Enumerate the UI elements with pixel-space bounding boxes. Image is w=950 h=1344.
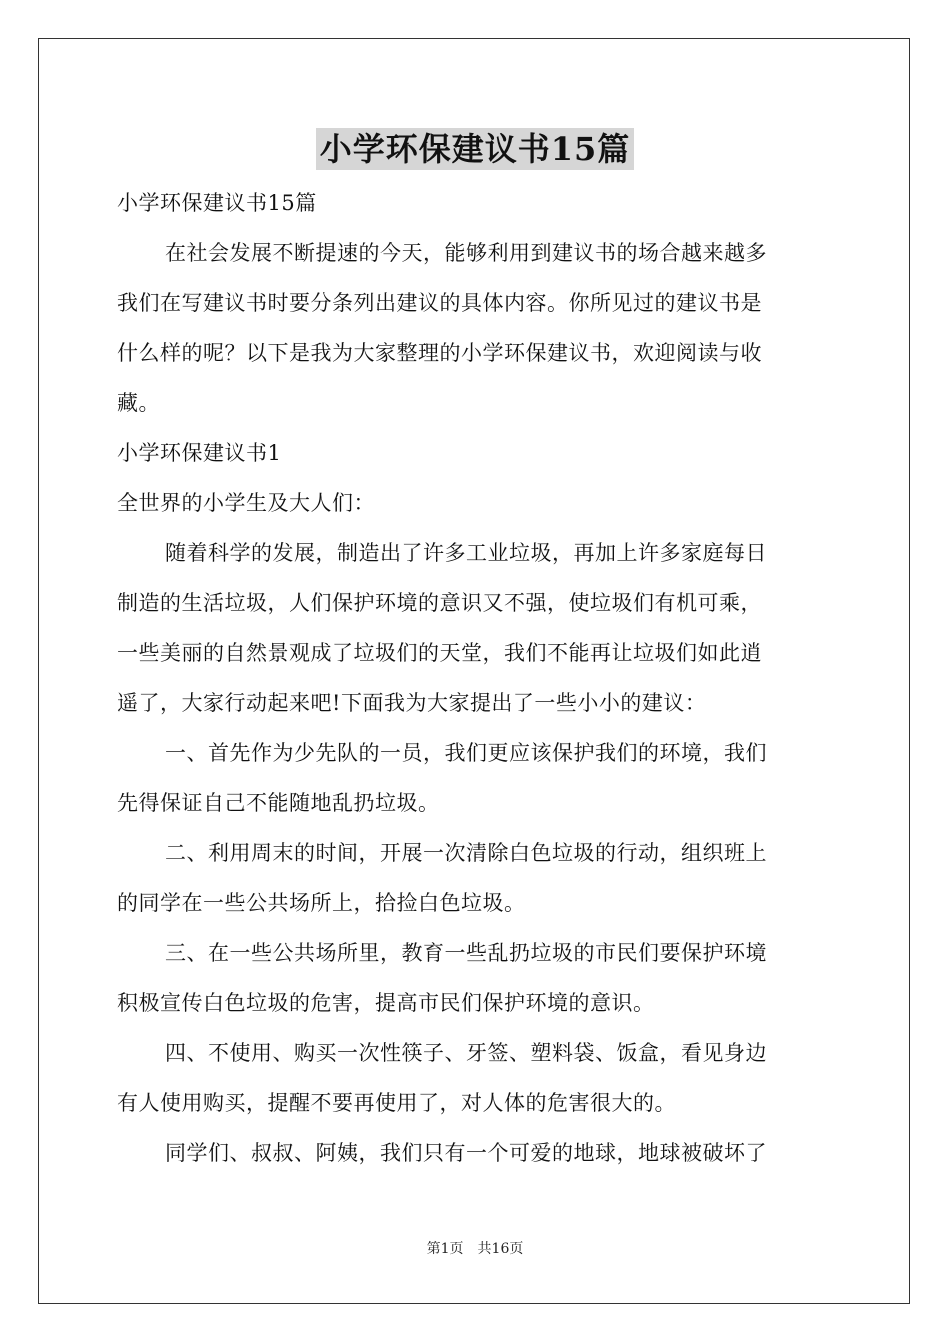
text-line: 先得保证自己不能随地乱扔垃圾。 [117,791,440,815]
text-line: 同学们、叔叔、阿姨，我们只有一个可爱的地球，地球被破坏了 [165,1141,767,1165]
text-line: 藏。 [117,391,160,415]
text-line: 的同学在一些公共场所上，拾捡白色垃圾。 [117,891,526,915]
text-line: 全世界的小学生及大人们： [117,491,375,515]
text-line: 四、不使用、购买一次性筷子、牙签、塑料袋、饭盒，看见身边 [165,1041,767,1065]
text-line: 小学环保建议书1 [117,441,282,465]
text-line: 在社会发展不断提速的今天，能够利用到建议书的场合越来越多 [165,241,767,265]
text-line: 随着科学的发展，制造出了许多工业垃圾，再加上许多家庭每日 [165,541,767,565]
text-line: 制造的生活垃圾，人们保护环境的意识又不强，使垃圾们有机可乘， [117,591,762,615]
page-footer: 第1页 共16页 [426,1241,524,1257]
text-line: 二、利用周末的时间，开展一次清除白色垃圾的行动，组织班上 [165,841,767,865]
text-line: 遥了，大家行动起来吧!下面我为大家提出了一些小小的建议： [117,691,707,715]
text-line: 积极宣传白色垃圾的危害，提高市民们保护环境的意识。 [117,991,655,1015]
text-line: 小学环保建议书15篇 [117,191,317,215]
text-line: 三、在一些公共场所里，教育一些乱扔垃圾的市民们要保护环境 [165,941,767,965]
text-line: 一、首先作为少先队的一员，我们更应该保护我们的环境，我们 [165,741,767,765]
document-title: 小学环保建议书15篇 [316,128,635,170]
text-line: 一些美丽的自然景观成了垃圾们的天堂，我们不能再让垃圾们如此逍 [117,641,762,665]
title-container [0,128,950,170]
text-line: 有人使用购买，提醒不要再使用了，对人体的危害很大的。 [117,1091,676,1115]
text-line: 我们在写建议书时要分条列出建议的具体内容。你所见过的建议书是 [117,291,762,315]
text-line: 什么样的呢？以下是我为大家整理的小学环保建议书，欢迎阅读与收 [117,341,762,365]
document-body [117,178,833,1178]
